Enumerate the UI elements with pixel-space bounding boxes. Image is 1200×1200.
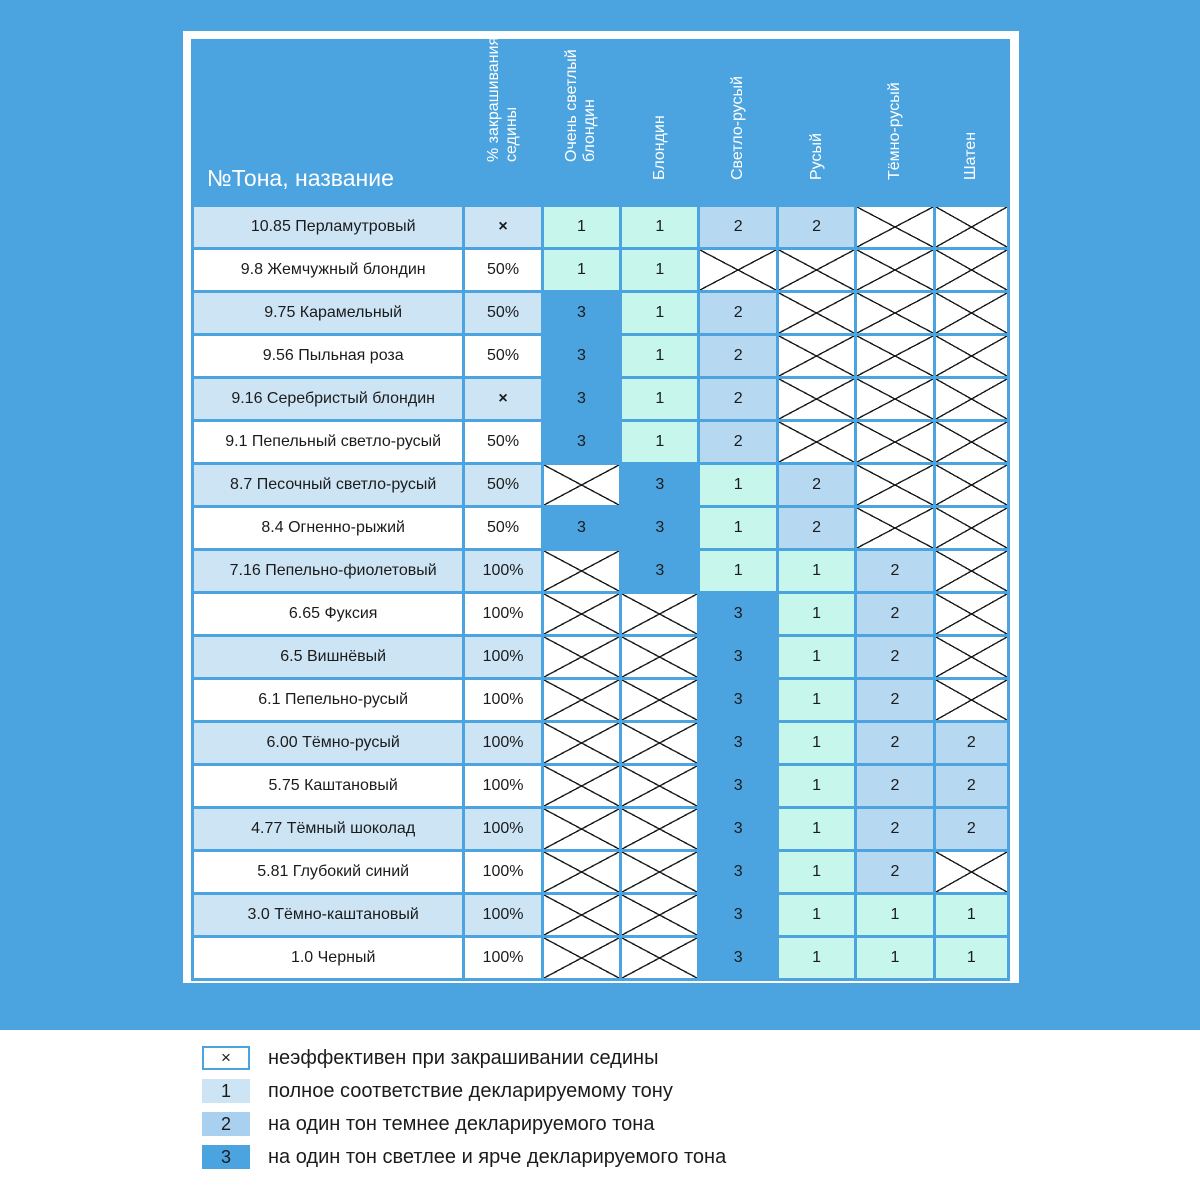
not-applicable-cell: [544, 594, 619, 634]
not-applicable-cell: [544, 551, 619, 591]
match-level-cell: 1: [779, 895, 854, 935]
not-applicable-cell: [622, 766, 697, 806]
match-level-cell: 1: [622, 250, 697, 290]
not-applicable-cell: [857, 379, 932, 419]
not-applicable-cell: [779, 293, 854, 333]
table-row: [194, 207, 1007, 247]
column-header-label: Тёмно-русый: [885, 82, 903, 180]
column-header-label: Очень светлый блондин: [563, 49, 599, 162]
gray-coverage-cell: 50%: [465, 422, 540, 462]
tone-coverage-table: [191, 36, 1010, 981]
legend-text: полное соответствие декларируемому тону: [268, 1080, 673, 1102]
legend-swatch-level-2: 2: [202, 1112, 250, 1136]
tone-name-cell: 1.0 Черный: [194, 938, 462, 978]
column-header-very-light-blonde: [544, 42, 619, 204]
gray-coverage-cell: ×: [465, 379, 540, 419]
match-level-cell: 3: [700, 594, 775, 634]
match-level-cell: 3: [700, 895, 775, 935]
match-level-cell: 3: [700, 852, 775, 892]
legend-item-ineffective: [202, 1042, 1002, 1075]
legend-text: на один тон светлее и ярче декларируемого тона: [268, 1146, 727, 1168]
table-header-row: [194, 42, 1007, 204]
match-level-cell: 2: [857, 809, 932, 849]
table-row: [194, 637, 1007, 677]
gray-coverage-cell: 100%: [465, 551, 540, 591]
match-level-cell: 1: [622, 422, 697, 462]
match-level-cell: 1: [779, 809, 854, 849]
table-row: [194, 594, 1007, 634]
not-applicable-cell: [936, 422, 1007, 462]
tone-name-cell: 9.16 Серебристый блондин: [194, 379, 462, 419]
gray-coverage-cell: 100%: [465, 938, 540, 978]
match-level-cell: 3: [544, 336, 619, 376]
match-level-cell: 1: [622, 336, 697, 376]
not-applicable-cell: [936, 852, 1007, 892]
match-level-cell: 2: [779, 207, 854, 247]
gray-coverage-cell: ×: [465, 207, 540, 247]
match-level-cell: 2: [700, 379, 775, 419]
gray-coverage-cell: 100%: [465, 809, 540, 849]
match-level-cell: 2: [700, 336, 775, 376]
table-row: [194, 680, 1007, 720]
match-level-cell: 3: [622, 465, 697, 505]
not-applicable-cell: [936, 465, 1007, 505]
tone-name-cell: 6.1 Пепельно-русый: [194, 680, 462, 720]
not-applicable-cell: [936, 336, 1007, 376]
tone-name-cell: 4.77 Тёмный шоколад: [194, 809, 462, 849]
match-level-cell: 2: [857, 852, 932, 892]
column-header-label: Светло-русый: [729, 76, 747, 180]
tone-name-cell: 5.81 Глубокий синий: [194, 852, 462, 892]
not-applicable-cell: [622, 594, 697, 634]
column-header-label: Шатен: [962, 131, 980, 180]
match-level-cell: 3: [700, 938, 775, 978]
match-level-cell: 1: [700, 508, 775, 548]
tone-name-cell: 9.56 Пыльная роза: [194, 336, 462, 376]
column-header-label: Блондин: [650, 115, 668, 180]
legend: [202, 1042, 1002, 1174]
column-header-brown: [779, 42, 854, 204]
column-header-chestnut: [936, 42, 1007, 204]
match-level-cell: 3: [700, 680, 775, 720]
gray-coverage-cell: 100%: [465, 680, 540, 720]
match-level-cell: 2: [857, 594, 932, 634]
match-level-cell: 1: [544, 207, 619, 247]
match-level-cell: 3: [700, 809, 775, 849]
match-level-cell: 2: [779, 465, 854, 505]
match-level-cell: 1: [779, 680, 854, 720]
tone-name-cell: 7.16 Пепельно-фиолетовый: [194, 551, 462, 591]
not-applicable-cell: [857, 508, 932, 548]
match-level-cell: 2: [700, 422, 775, 462]
match-level-cell: 1: [779, 938, 854, 978]
table-row: [194, 551, 1007, 591]
match-level-cell: 1: [779, 594, 854, 634]
not-applicable-cell: [779, 336, 854, 376]
column-header-light-brown: [700, 42, 775, 204]
match-level-cell: 2: [700, 207, 775, 247]
match-level-cell: 3: [622, 508, 697, 548]
match-level-cell: 2: [857, 551, 932, 591]
match-level-cell: 3: [544, 508, 619, 548]
tone-name-cell: 6.00 Тёмно-русый: [194, 723, 462, 763]
match-level-cell: 1: [779, 551, 854, 591]
match-level-cell: 2: [857, 766, 932, 806]
not-applicable-cell: [857, 207, 932, 247]
not-applicable-cell: [622, 895, 697, 935]
table-body: [194, 207, 1007, 978]
match-level-cell: 3: [700, 723, 775, 763]
match-level-cell: 3: [544, 422, 619, 462]
not-applicable-cell: [544, 637, 619, 677]
gray-coverage-cell: 100%: [465, 723, 540, 763]
legend-item-darker: [202, 1108, 1002, 1141]
not-applicable-cell: [622, 723, 697, 763]
gray-coverage-cell: 50%: [465, 508, 540, 548]
not-applicable-cell: [936, 379, 1007, 419]
gray-coverage-cell: 50%: [465, 465, 540, 505]
legend-text: на один тон темнее декларируемого тона: [268, 1113, 655, 1135]
match-level-cell: 1: [779, 723, 854, 763]
match-level-cell: 1: [857, 938, 932, 978]
not-applicable-cell: [622, 852, 697, 892]
column-header-dark-brown: [857, 42, 932, 204]
gray-coverage-cell: 50%: [465, 336, 540, 376]
table-row: [194, 766, 1007, 806]
not-applicable-cell: [857, 336, 932, 376]
match-level-cell: 2: [936, 766, 1007, 806]
match-level-cell: 2: [700, 293, 775, 333]
match-level-cell: 1: [936, 938, 1007, 978]
match-level-cell: 1: [857, 895, 932, 935]
not-applicable-cell: [857, 293, 932, 333]
match-level-cell: 1: [622, 207, 697, 247]
match-level-cell: 3: [544, 293, 619, 333]
not-applicable-cell: [936, 637, 1007, 677]
match-level-cell: 2: [857, 637, 932, 677]
column-header-gray-coverage: [465, 36, 540, 204]
gray-coverage-cell: 100%: [465, 637, 540, 677]
gray-coverage-cell: 100%: [465, 766, 540, 806]
match-level-cell: 2: [936, 723, 1007, 763]
match-level-cell: 3: [544, 379, 619, 419]
not-applicable-cell: [936, 680, 1007, 720]
table-row: [194, 809, 1007, 849]
not-applicable-cell: [936, 207, 1007, 247]
match-level-cell: 1: [700, 465, 775, 505]
tone-name-cell: 10.85 Перламутровый: [194, 207, 462, 247]
match-level-cell: 3: [700, 766, 775, 806]
tone-name-cell: 6.65 Фуксия: [194, 594, 462, 634]
not-applicable-cell: [622, 809, 697, 849]
match-level-cell: 3: [622, 551, 697, 591]
tone-name-cell: 5.75 Каштановый: [194, 766, 462, 806]
table-row: [194, 379, 1007, 419]
table-row: [194, 293, 1007, 333]
match-level-cell: 2: [857, 680, 932, 720]
not-applicable-cell: [857, 422, 932, 462]
not-applicable-cell: [544, 680, 619, 720]
table-row: [194, 422, 1007, 462]
tone-name-cell: 9.1 Пепельный светло-русый: [194, 422, 462, 462]
match-level-cell: 2: [779, 508, 854, 548]
not-applicable-cell: [779, 250, 854, 290]
column-header-label: % закрашивания седины: [485, 36, 521, 162]
match-level-cell: 1: [779, 766, 854, 806]
tone-name-cell: 8.4 Огненно-рыжий: [194, 508, 462, 548]
legend-text: неэффективен при закрашивании седины: [268, 1047, 659, 1069]
gray-coverage-cell: 50%: [465, 250, 540, 290]
match-level-cell: 1: [779, 637, 854, 677]
tone-name-header: №Тона, название: [194, 42, 462, 204]
tone-name-cell: 8.7 Песочный светло-русый: [194, 465, 462, 505]
gray-coverage-cell: 100%: [465, 852, 540, 892]
column-header-blonde: [622, 42, 697, 204]
match-level-cell: 2: [857, 723, 932, 763]
gray-coverage-cell: 100%: [465, 895, 540, 935]
table-row: [194, 465, 1007, 505]
table-card: [183, 31, 1019, 983]
not-applicable-cell: [544, 852, 619, 892]
not-applicable-cell: [544, 723, 619, 763]
not-applicable-cell: [936, 508, 1007, 548]
legend-item-lighter: [202, 1141, 1002, 1174]
table-row: [194, 336, 1007, 376]
not-applicable-cell: [544, 766, 619, 806]
table-row: [194, 508, 1007, 548]
not-applicable-cell: [622, 938, 697, 978]
legend-swatch-ineffective: ×: [202, 1046, 250, 1070]
legend-item-exact-match: [202, 1075, 1002, 1108]
table-row: [194, 723, 1007, 763]
not-applicable-cell: [700, 250, 775, 290]
match-level-cell: 1: [622, 293, 697, 333]
match-level-cell: 1: [700, 551, 775, 591]
table-row: [194, 852, 1007, 892]
not-applicable-cell: [936, 293, 1007, 333]
table-row: [194, 895, 1007, 935]
match-level-cell: 3: [700, 637, 775, 677]
not-applicable-cell: [544, 938, 619, 978]
legend-swatch-level-3: 3: [202, 1145, 250, 1169]
match-level-cell: 1: [779, 852, 854, 892]
not-applicable-cell: [622, 637, 697, 677]
match-level-cell: 2: [936, 809, 1007, 849]
not-applicable-cell: [857, 465, 932, 505]
not-applicable-cell: [779, 422, 854, 462]
tone-name-cell: 6.5 Вишнёвый: [194, 637, 462, 677]
tone-name-cell: 3.0 Тёмно-каштановый: [194, 895, 462, 935]
table-row: [194, 938, 1007, 978]
not-applicable-cell: [936, 594, 1007, 634]
gray-coverage-cell: 100%: [465, 594, 540, 634]
table-row: [194, 250, 1007, 290]
not-applicable-cell: [936, 551, 1007, 591]
not-applicable-cell: [544, 465, 619, 505]
not-applicable-cell: [544, 895, 619, 935]
not-applicable-cell: [857, 250, 932, 290]
tone-name-cell: 9.8 Жемчужный блондин: [194, 250, 462, 290]
not-applicable-cell: [936, 250, 1007, 290]
not-applicable-cell: [779, 379, 854, 419]
not-applicable-cell: [622, 680, 697, 720]
gray-coverage-cell: 50%: [465, 293, 540, 333]
not-applicable-cell: [544, 809, 619, 849]
legend-swatch-level-1: 1: [202, 1079, 250, 1103]
match-level-cell: 1: [622, 379, 697, 419]
match-level-cell: 1: [936, 895, 1007, 935]
match-level-cell: 1: [544, 250, 619, 290]
column-header-label: Русый: [807, 133, 825, 180]
tone-name-cell: 9.75 Карамельный: [194, 293, 462, 333]
